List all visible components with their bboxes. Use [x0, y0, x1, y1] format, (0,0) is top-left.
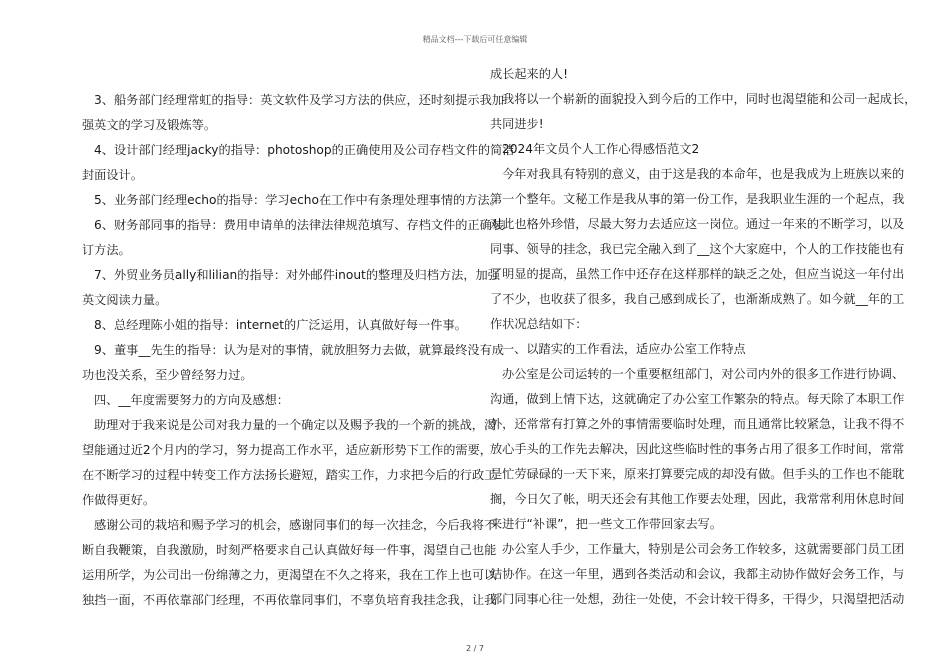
text-line: 在不断学习的过程中转变工作方法扬长避短，踏实工作，力求把今后的行政工	[82, 468, 497, 482]
text-line: 4、设计部门经理jacky的指导：photoshop的正确使用及公司存档文件的简洁	[94, 143, 515, 157]
text-line: 英文阅读力量。	[82, 293, 168, 307]
text-line: 强英文的学习及锻炼等。	[82, 118, 217, 132]
text-line: 了不少，也收获了很多，我自己感到成长了，也渐渐成熟了。如今就__年的工	[490, 292, 905, 306]
text-line: 独挡一面，不再依靠部门经理，不再依靠同事们，不辜负培育我挂念我，让我	[82, 593, 497, 607]
text-line: 作状况总结如下：	[490, 317, 588, 331]
text-line: 功也没关系，至少曾经努力过。	[82, 368, 253, 382]
text-line: 四、__年度需要努力的方向及感想：	[94, 393, 289, 407]
text-line: 了明显的提高，虽然工作中还存在这样那样的缺乏之处，但应当说这一年付出	[490, 267, 905, 281]
text-line: 作做得更好。	[82, 493, 156, 507]
text-line: 订方法。	[82, 243, 131, 257]
text-line: 办公室是公司运转的一个重要枢纽部门，对公司内外的很多工作进行协调、	[502, 367, 905, 381]
text-line: 一、以踏实的工作看法，适应办公室工作特点	[502, 342, 746, 356]
text-line: 封面设计。	[82, 168, 143, 182]
text-line: 感谢公司的栽培和赐予学习的机会，感谢同事们的每一次挂念，今后我将不	[94, 518, 497, 532]
text-line: 同事、领导的挂念，我已完全融入到了__这个大家庭中，个人的工作技能也有	[490, 242, 905, 256]
text-line: 断自我鞭策，自我激励，时刻严格要求自己认真做好每一件事，渴望自己也能	[82, 543, 497, 557]
text-line: 5、业务部门经理echo的指导：学习echo在工作中有条理处理事情的方法。	[94, 193, 502, 207]
text-line: 沟通，做到上情下达，这就确定了办公室工作繁杂的特点。每天除了本职工作	[490, 392, 905, 406]
text-line: 外，还常常有打算之外的事情需要临时处理，而且通常比较紧急，让我不得不	[490, 417, 905, 431]
text-line: 助理对于我来说是公司对我力量的一个确定以及赐予我的一个新的挑战，渴	[94, 418, 497, 432]
text-line: 3、船务部门经理常虹的指导：英文软件及学习方法的供应，还时刻提示我加	[94, 93, 504, 107]
text-line: 9、董事__先生的指导：认为是对的事情，就放胆努力去做，就算最终没有成	[94, 343, 504, 357]
text-line: 我将以一个崭新的面貌投入到今后的工作中，同时也渴望能和公司一起成长，	[502, 92, 917, 106]
page-number: 2 / 7	[466, 644, 484, 653]
text-line: 来进行“补课”，把一些文工作带回家去写。	[490, 517, 723, 531]
page-header: 精品文档---下载后可任意编辑	[422, 35, 528, 44]
text-line: 第一个整年。文秘工作是我从事的第一份工作，是我职业生涯的一个起点，我	[490, 192, 905, 206]
text-line: 共同进步!	[490, 117, 544, 131]
text-line: 放心手头的工作先去解决，因此这些临时性的事务占用了很多工作时间，常常	[490, 442, 905, 456]
text-line: 搁，今日欠了帐，明天还会有其他工作要去处理，因此，我常常利用休息时间	[490, 492, 905, 506]
text-line: 8、总经理陈小姐的指导：internet的广泛运用，认真做好每一件事。	[94, 318, 467, 332]
text-line: 2024年文员个人工作心得感悟范文2	[502, 142, 700, 156]
text-line: 结协作。在这一年里，遇到各类活动和会议，我都主动协作做好会务工作，与	[490, 567, 905, 581]
text-line: 6、财务部同事的指导：费用申请单的法律法律规范填写、存档文件的正确装	[94, 218, 504, 232]
text-line: 部门同事心往一处想，劲往一处使，不会计较干得多，干得少，只渴望把活动	[490, 592, 905, 606]
text-line: 今年对我具有特别的意义，由于这是我的本命年，也是我成为上班族以来的	[502, 167, 905, 181]
text-line: 运用所学，为公司出一份绵薄之力，更渴望在不久之将来，我在工作上也可以	[82, 568, 497, 582]
text-line: 7、外贸业务员ally和lilian的指导：对外邮件inout的整理及归档方法，加强	[94, 268, 500, 282]
right-column	[490, 62, 917, 612]
text-line: 成长起来的人!	[490, 67, 569, 81]
text-line: 望能通过近2个月内的学习，努力提高工作水平，适应新形势下工作的需要，	[82, 443, 492, 457]
text-line: 是忙劳碌碌的一天下来，原来打算要完成的却没有做。但手头的工作也不能耽	[490, 467, 905, 481]
left-column	[82, 88, 515, 613]
text-line: 办公室人手少，工作量大，特别是公司会务工作较多，这就需要部门员工团	[502, 542, 905, 556]
text-line: 对此也格外珍惜，尽最大努力去适应这一岗位。通过一年来的不断学习，以及	[490, 217, 905, 231]
